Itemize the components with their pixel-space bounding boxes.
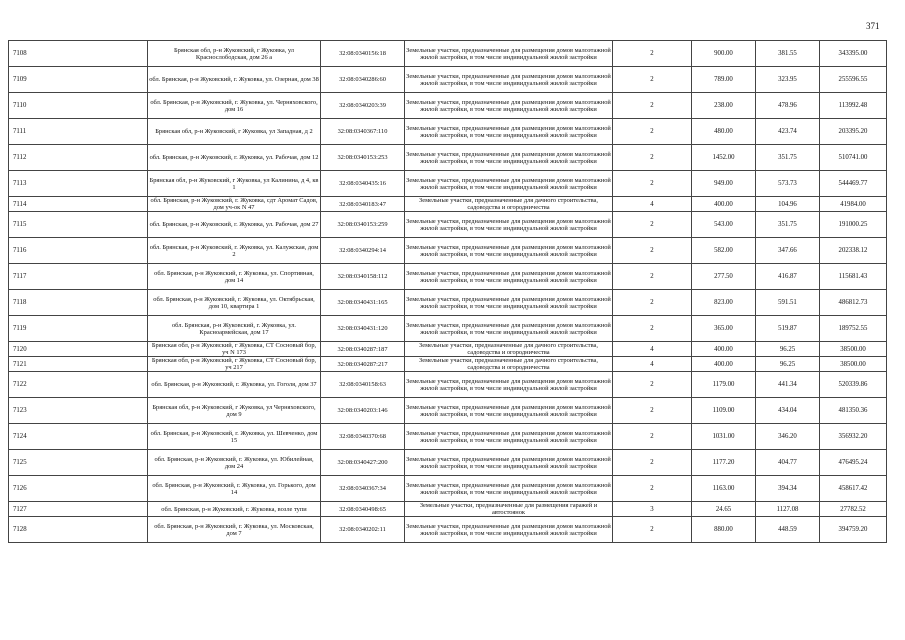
permitted-use-cell: Земельные участки, предназначенные для размещения домов малоэтажной жилой застройки, в том числе индивидуальной жилой застройки	[405, 171, 613, 197]
group-cell: 2	[613, 476, 692, 502]
table-row	[9, 398, 887, 424]
table-row	[9, 517, 887, 543]
table-row	[9, 41, 887, 67]
address-cell: обл. Брянская, р-н Жуковский, г. Жуковка, ул. Московская, дом 7	[148, 517, 321, 543]
specific-value-cell: 381.55	[756, 41, 820, 67]
row-number-cell: 7115	[9, 212, 148, 238]
cadastral-number-cell: 32:08:0340153:253	[321, 145, 405, 171]
address-cell: обл. Брянская, р-н Жуковский, г. Жуковка, ул. Рабочая, дом 27	[148, 212, 321, 238]
cadastral-number-cell: 32:08:0340294:14	[321, 238, 405, 264]
address-cell: обл. Брянская, р-н Жуковский, г. Жуковка, ул. Черняховского, дом 16	[148, 93, 321, 119]
group-cell: 2	[613, 171, 692, 197]
group-cell: 4	[613, 342, 692, 357]
row-number-cell: 7122	[9, 372, 148, 398]
area-cell: 400.00	[692, 342, 756, 357]
address-cell: обл. Брянская, р-н Жуковский, г. Жуковка, ул. Озерная, дом 38	[148, 67, 321, 93]
table-row	[9, 342, 887, 357]
cadastral-number-cell: 32:08:0340203:39	[321, 93, 405, 119]
cadastral-value-cell: 486812.73	[820, 290, 887, 316]
area-cell: 24.65	[692, 502, 756, 517]
table-row	[9, 145, 887, 171]
table-row	[9, 502, 887, 517]
area-cell: 1163.00	[692, 476, 756, 502]
address-cell: обл. Брянская, р-н Жуковский, г. Жуковка, ул. Октябрьская, дом 10, квартира 1	[148, 290, 321, 316]
group-cell: 2	[613, 238, 692, 264]
row-number-cell: 7125	[9, 450, 148, 476]
cadastral-number-cell: 32:08:0340370:68	[321, 424, 405, 450]
row-number-cell: 7123	[9, 398, 148, 424]
cadastral-value-cell: 343395.00	[820, 41, 887, 67]
cadastral-number-cell: 32:08:0340153:259	[321, 212, 405, 238]
cadastral-value-cell: 255596.55	[820, 67, 887, 93]
permitted-use-cell: Земельные участки, предназначенные для дачного строительства, садоводства и огородничества	[405, 342, 613, 357]
area-cell: 900.00	[692, 41, 756, 67]
cadastral-value-cell: 394759.20	[820, 517, 887, 543]
row-number-cell: 7116	[9, 238, 148, 264]
area-cell: 582.00	[692, 238, 756, 264]
cadastral-number-cell: 32:08:0340286:60	[321, 67, 405, 93]
table-row	[9, 197, 887, 212]
group-cell: 2	[613, 450, 692, 476]
permitted-use-cell: Земельные участки, предназначенные для дачного строительства, садоводства и огородничества	[405, 357, 613, 372]
specific-value-cell: 573.73	[756, 171, 820, 197]
specific-value-cell: 394.34	[756, 476, 820, 502]
group-cell: 2	[613, 93, 692, 119]
specific-value-cell: 323.95	[756, 67, 820, 93]
group-cell: 2	[613, 212, 692, 238]
cadastral-number-cell: 32:08:0340183:47	[321, 197, 405, 212]
cadastral-number-cell: 32:08:0340431:120	[321, 316, 405, 342]
group-cell: 2	[613, 398, 692, 424]
specific-value-cell: 96.25	[756, 357, 820, 372]
permitted-use-cell: Земельные участки, предназначенные для размещения домов малоэтажной жилой застройки, в том числе индивидуальной жилой застройки	[405, 41, 613, 67]
row-number-cell: 7118	[9, 290, 148, 316]
area-cell: 789.00	[692, 67, 756, 93]
area-cell: 1177.20	[692, 450, 756, 476]
group-cell: 2	[613, 372, 692, 398]
specific-value-cell: 478.96	[756, 93, 820, 119]
specific-value-cell: 351.75	[756, 145, 820, 171]
permitted-use-cell: Земельные участки, предназначенные для размещения домов малоэтажной жилой застройки, в том числе индивидуальной жилой застройки	[405, 372, 613, 398]
specific-value-cell: 423.74	[756, 119, 820, 145]
specific-value-cell: 351.75	[756, 212, 820, 238]
cadastral-value-cell: 38500.00	[820, 342, 887, 357]
permitted-use-cell: Земельные участки, предназначенные для размещения гаражей и автостоянок	[405, 502, 613, 517]
cadastral-number-cell: 32:08:0340203:146	[321, 398, 405, 424]
specific-value-cell: 1127.08	[756, 502, 820, 517]
permitted-use-cell: Земельные участки, предназначенные для дачного строительства, садоводства и огородничества	[405, 197, 613, 212]
row-number-cell: 7110	[9, 93, 148, 119]
cadastral-value-cell: 203395.20	[820, 119, 887, 145]
specific-value-cell: 416.87	[756, 264, 820, 290]
permitted-use-cell: Земельные участки, предназначенные для размещения домов малоэтажной жилой застройки, в том числе индивидуальной жилой застройки	[405, 476, 613, 502]
cadastral-number-cell: 32:08:0340287:187	[321, 342, 405, 357]
cadastral-value-cell: 38500.00	[820, 357, 887, 372]
row-number-cell: 7114	[9, 197, 148, 212]
permitted-use-cell: Земельные участки, предназначенные для размещения домов малоэтажной жилой застройки, в том числе индивидуальной жилой застройки	[405, 264, 613, 290]
address-cell: обл. Брянская, р-н Жуковский, г. Жуковка, ул. Спортивная, дом 14	[148, 264, 321, 290]
table-row	[9, 264, 887, 290]
table-row	[9, 290, 887, 316]
table-row	[9, 372, 887, 398]
row-number-cell: 7108	[9, 41, 148, 67]
cadastral-number-cell: 32:08:0340431:165	[321, 290, 405, 316]
group-cell: 3	[613, 502, 692, 517]
address-cell: обл. Брянская, р-н Жуковский, г. Жуковка, ул. Гоголя, дом 37	[148, 372, 321, 398]
address-cell: Брянская обл, р-н Жуковский, г Жуковка, СТ Сосновый бор, уч N 173	[148, 342, 321, 357]
area-cell: 1031.00	[692, 424, 756, 450]
permitted-use-cell: Земельные участки, предназначенные для размещения домов малоэтажной жилой застройки, в том числе индивидуальной жилой застройки	[405, 212, 613, 238]
group-cell: 2	[613, 119, 692, 145]
row-number-cell: 7112	[9, 145, 148, 171]
group-cell: 2	[613, 517, 692, 543]
group-cell: 2	[613, 424, 692, 450]
permitted-use-cell: Земельные участки, предназначенные для размещения домов малоэтажной жилой застройки, в том числе индивидуальной жилой застройки	[405, 67, 613, 93]
specific-value-cell: 519.87	[756, 316, 820, 342]
table-row	[9, 119, 887, 145]
row-number-cell: 7117	[9, 264, 148, 290]
area-cell: 238.00	[692, 93, 756, 119]
permitted-use-cell: Земельные участки, предназначенные для размещения домов малоэтажной жилой застройки, в том числе индивидуальной жилой застройки	[405, 316, 613, 342]
cadastral-value-cell: 544469.77	[820, 171, 887, 197]
specific-value-cell: 104.96	[756, 197, 820, 212]
specific-value-cell: 591.51	[756, 290, 820, 316]
row-number-cell: 7119	[9, 316, 148, 342]
cadastral-value-cell: 481350.36	[820, 398, 887, 424]
row-number-cell: 7127	[9, 502, 148, 517]
group-cell: 2	[613, 145, 692, 171]
area-cell: 823.00	[692, 290, 756, 316]
group-cell: 2	[613, 41, 692, 67]
area-cell: 1109.00	[692, 398, 756, 424]
cadastral-number-cell: 32:08:0340367:34	[321, 476, 405, 502]
row-number-cell: 7109	[9, 67, 148, 93]
table-row	[9, 238, 887, 264]
table-row	[9, 171, 887, 197]
group-cell: 2	[613, 67, 692, 93]
table-row	[9, 93, 887, 119]
row-number-cell: 7113	[9, 171, 148, 197]
permitted-use-cell: Земельные участки, предназначенные для размещения домов малоэтажной жилой застройки, в том числе индивидуальной жилой застройки	[405, 424, 613, 450]
cadastral-value-cell: 356932.20	[820, 424, 887, 450]
area-cell: 365.00	[692, 316, 756, 342]
cadastral-value-cell: 510741.00	[820, 145, 887, 171]
area-cell: 949.00	[692, 171, 756, 197]
table-row	[9, 212, 887, 238]
cadastral-value-cell: 520339.86	[820, 372, 887, 398]
specific-value-cell: 346.20	[756, 424, 820, 450]
area-cell: 400.00	[692, 197, 756, 212]
cadastral-number-cell: 32:08:0340158:112	[321, 264, 405, 290]
cadastral-number-cell: 32:08:0340427:200	[321, 450, 405, 476]
table-body	[9, 41, 887, 543]
cadastral-value-cell: 41984.00	[820, 197, 887, 212]
cadastral-number-cell: 32:08:0340202:11	[321, 517, 405, 543]
area-cell: 1452.00	[692, 145, 756, 171]
address-cell: обл. Брянская, р-н Жуковский, г. Жуковка, ул. Шевченко, дом 15	[148, 424, 321, 450]
group-cell: 4	[613, 357, 692, 372]
cadastral-number-cell: 32:08:0340367:110	[321, 119, 405, 145]
permitted-use-cell: Земельные участки, предназначенные для размещения домов малоэтажной жилой застройки, в том числе индивидуальной жилой застройки	[405, 398, 613, 424]
specific-value-cell: 448.59	[756, 517, 820, 543]
address-cell: обл. Брянская, р-н Жуковский, г. Жуковка, ул. Рабочая, дом 12	[148, 145, 321, 171]
cadastral-value-cell: 189752.55	[820, 316, 887, 342]
address-cell: Брянская обл, р-н Жуковский, г Жуковка, ул Калинина, д 4, кв 1	[148, 171, 321, 197]
address-cell: Брянская обл, р-н Жуковский, г Жуковка, СТ Сосновый бор, уч 217	[148, 357, 321, 372]
cadastral-value-cell: 476495.24	[820, 450, 887, 476]
table-row	[9, 67, 887, 93]
specific-value-cell: 96.25	[756, 342, 820, 357]
address-cell: Брянская обл, р-н Жуковский, г Жуковка, ул Западная, д 2	[148, 119, 321, 145]
permitted-use-cell: Земельные участки, предназначенные для размещения домов малоэтажной жилой застройки, в том числе индивидуальной жилой застройки	[405, 238, 613, 264]
area-cell: 543.00	[692, 212, 756, 238]
address-cell: Брянская обл, р-н Жуковский, г Жуковка, ул Краснослободская, дом 26 а	[148, 41, 321, 67]
specific-value-cell: 347.66	[756, 238, 820, 264]
specific-value-cell: 441.34	[756, 372, 820, 398]
row-number-cell: 7128	[9, 517, 148, 543]
page-number: 371	[866, 21, 880, 31]
cadastral-number-cell: 32:08:0340498:65	[321, 502, 405, 517]
cadastral-value-cell: 113992.48	[820, 93, 887, 119]
cadastral-value-table	[8, 40, 887, 543]
address-cell: обл. Брянская, р-н Жуковский, г. Жуковка, ул. Горького, дом 14	[148, 476, 321, 502]
cadastral-value-cell: 202338.12	[820, 238, 887, 264]
area-cell: 277.50	[692, 264, 756, 290]
permitted-use-cell: Земельные участки, предназначенные для размещения домов малоэтажной жилой застройки, в том числе индивидуальной жилой застройки	[405, 145, 613, 171]
cadastral-value-cell: 458617.42	[820, 476, 887, 502]
group-cell: 2	[613, 316, 692, 342]
group-cell: 2	[613, 264, 692, 290]
table-row	[9, 316, 887, 342]
table-row	[9, 476, 887, 502]
cadastral-value-cell: 191000.25	[820, 212, 887, 238]
permitted-use-cell: Земельные участки, предназначенные для размещения домов малоэтажной жилой застройки, в том числе индивидуальной жилой застройки	[405, 119, 613, 145]
cadastral-value-cell: 115681.43	[820, 264, 887, 290]
address-cell: Брянская обл, р-н Жуковский, г Жуковка, ул Черняховского, дом 9	[148, 398, 321, 424]
permitted-use-cell: Земельные участки, предназначенные для размещения домов малоэтажной жилой застройки, в том числе индивидуальной жилой застройки	[405, 517, 613, 543]
specific-value-cell: 404.77	[756, 450, 820, 476]
address-cell: обл. Брянская, р-н Жуковский, г. Жуковка, ул. Калужская, дом 2	[148, 238, 321, 264]
row-number-cell: 7121	[9, 357, 148, 372]
permitted-use-cell: Земельные участки, предназначенные для размещения домов малоэтажной жилой застройки, в том числе индивидуальной жилой застройки	[405, 450, 613, 476]
area-cell: 480.00	[692, 119, 756, 145]
table-row	[9, 450, 887, 476]
row-number-cell: 7126	[9, 476, 148, 502]
row-number-cell: 7120	[9, 342, 148, 357]
address-cell: обл. Брянская, р-н Жуковский, г. Жуковка, сдт Аромат Садов, дом уч-ок N 47	[148, 197, 321, 212]
area-cell: 400.00	[692, 357, 756, 372]
cadastral-number-cell: 32:08:0340435:16	[321, 171, 405, 197]
address-cell: обл. Брянская, р-н Жуковский, г. Жуковка, ул. Красноармейская, дом 17	[148, 316, 321, 342]
area-cell: 1179.00	[692, 372, 756, 398]
address-cell: обл. Брянская, р-н Жуковский, г. Жуковка, ул. Юбилейная, дом 24	[148, 450, 321, 476]
cadastral-number-cell: 32:08:0340287:217	[321, 357, 405, 372]
row-number-cell: 7124	[9, 424, 148, 450]
table-row	[9, 424, 887, 450]
cadastral-value-cell: 27782.52	[820, 502, 887, 517]
area-cell: 880.00	[692, 517, 756, 543]
group-cell: 4	[613, 197, 692, 212]
permitted-use-cell: Земельные участки, предназначенные для размещения домов малоэтажной жилой застройки, в том числе индивидуальной жилой застройки	[405, 290, 613, 316]
row-number-cell: 7111	[9, 119, 148, 145]
group-cell: 2	[613, 290, 692, 316]
specific-value-cell: 434.04	[756, 398, 820, 424]
table-row	[9, 357, 887, 372]
address-cell: обл. Брянская, р-н Жуковский, г. Жуковка, возле тупи	[148, 502, 321, 517]
permitted-use-cell: Земельные участки, предназначенные для размещения домов малоэтажной жилой застройки, в том числе индивидуальной жилой застройки	[405, 93, 613, 119]
cadastral-number-cell: 32:08:0340156:18	[321, 41, 405, 67]
cadastral-number-cell: 32:08:0340158:63	[321, 372, 405, 398]
